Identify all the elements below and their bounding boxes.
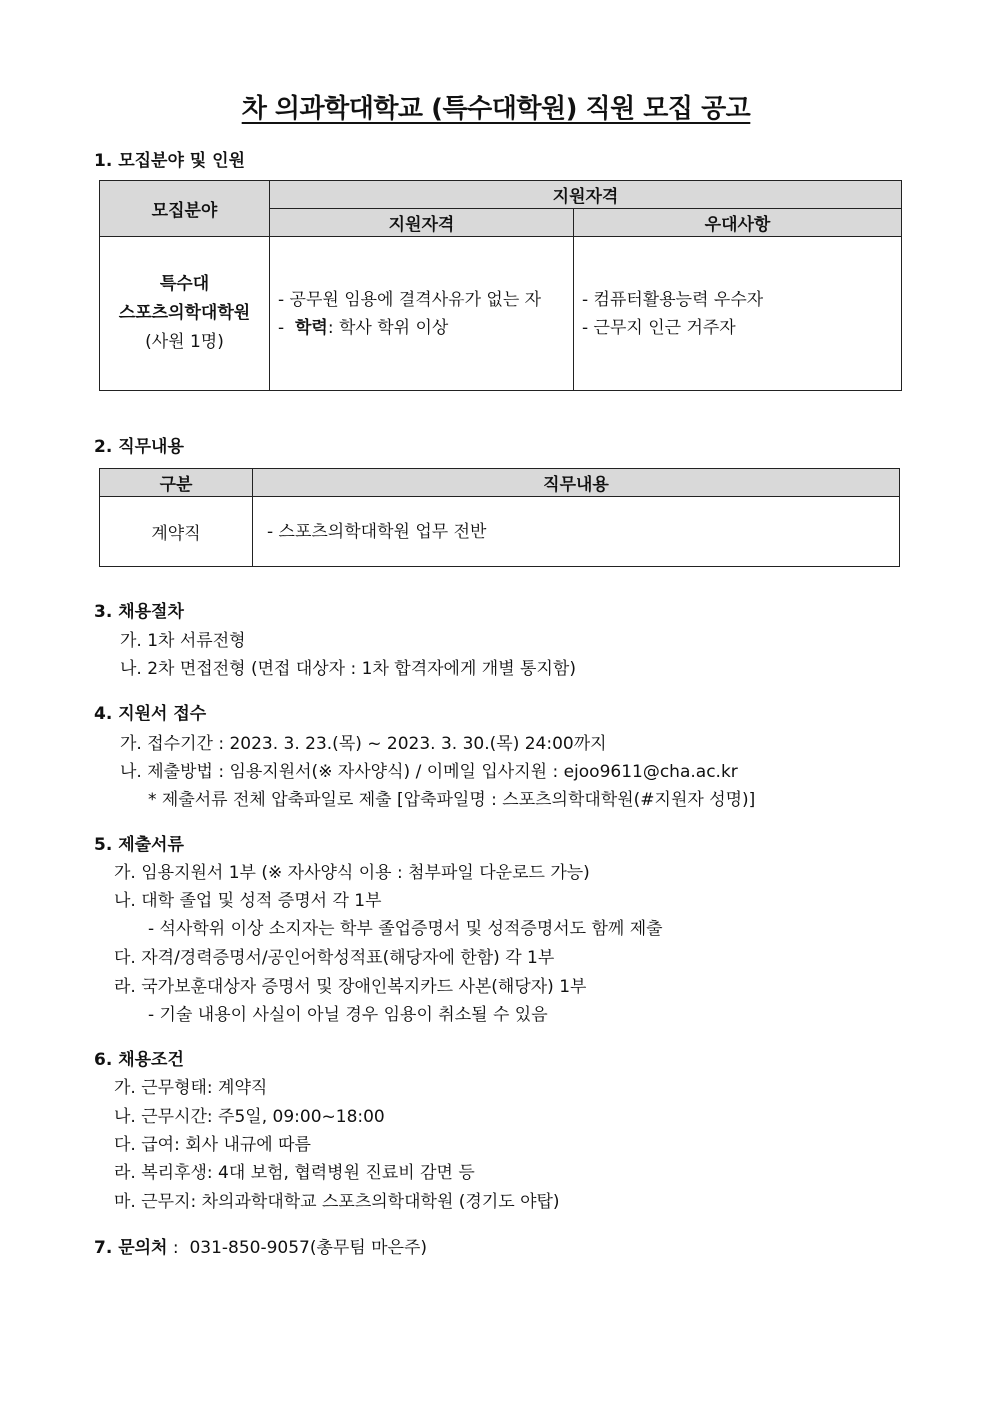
field-line-1: 특수대 xyxy=(159,274,210,294)
field-line-3: (사원 1명) xyxy=(145,332,224,352)
contact-label: 7. 문의처 xyxy=(94,1238,168,1258)
th-type: 구분 xyxy=(100,469,253,497)
document-item-2-note: - 석사학위 이상 소지자는 학부 졸업증명서 및 성적증명서도 함께 제출 xyxy=(148,919,663,939)
th-preference: 우대사항 xyxy=(574,209,902,237)
contact-line xyxy=(94,1233,427,1258)
procedure-item-1: 가. 1차 서류전형 xyxy=(120,631,246,651)
qual-line-2-bold: 학력 xyxy=(294,317,328,338)
section-3-heading: 3. 채용절차 xyxy=(94,602,184,622)
pref-line-1: - 컴퓨터활용능력 우수자 xyxy=(582,289,764,310)
section-2-heading: 2. 직무내용 xyxy=(94,437,184,457)
condition-item-2: 나. 근무시간: 주5일, 09:00~18:00 xyxy=(114,1107,385,1127)
document-item-4: 라. 국가보훈대상자 증명서 및 장애인복지카드 사본(해당자) 1부 xyxy=(114,977,587,997)
document-item-2: 나. 대학 졸업 및 성적 증명서 각 1부 xyxy=(114,891,382,911)
procedure-item-2: 나. 2차 면접전형 (면접 대상자 : 1차 합격자에게 개별 통지함) xyxy=(120,659,576,679)
section-1-heading: 1. 모집분야 및 인원 xyxy=(94,151,245,171)
document-item-1: 가. 임용지원서 1부 (※ 자사양식 이용 : 첨부파일 다운로드 가능) xyxy=(114,863,590,883)
qual-line-1: - 공무원 임용에 결격사유가 없는 자 xyxy=(278,289,542,310)
qualification-cell xyxy=(270,237,574,391)
section-5-heading: 5. 제출서류 xyxy=(94,835,184,855)
application-note: * 제출서류 전체 압축파일로 제출 [압축파일명 : 스포츠의학대학원(#지원자 성명)] xyxy=(148,790,756,810)
field-cell xyxy=(100,237,270,391)
preference-cell xyxy=(574,237,902,391)
page-title-text: 차 의과학대학교 (특수대학원) 직원 모집 공고 xyxy=(241,94,751,124)
document-item-4-note: - 기술 내용이 사실이 아닐 경우 임용이 취소될 수 있음 xyxy=(148,1005,548,1025)
th-field: 모집분야 xyxy=(100,181,270,237)
application-period: 가. 접수기간 : 2023. 3. 23.(목) ~ 2023. 3. 30.(목) 24:00까지 xyxy=(120,734,607,754)
duty-cell: - 스포츠의학대학원 업무 전반 xyxy=(253,497,900,567)
page-title xyxy=(0,88,992,125)
th-qualification: 지원자격 xyxy=(270,209,574,237)
qual-line-2-rest: : 학사 학위 이상 xyxy=(327,317,449,338)
condition-item-3: 다. 급여: 회사 내규에 따름 xyxy=(114,1135,311,1155)
duty-table xyxy=(99,468,900,567)
qual-line-2 xyxy=(278,314,573,342)
application-method: 나. 제출방법 : 임용지원서(※ 자사양식) / 이메일 입사지원 : ejoo9611@cha.ac.kr xyxy=(120,762,738,782)
contact-value: 031-850-9057(총무팀 마은주) xyxy=(189,1238,428,1258)
contact-separator: : xyxy=(167,1238,190,1258)
condition-item-1: 가. 근무형태: 계약직 xyxy=(114,1078,268,1098)
type-cell: 계약직 xyxy=(100,497,253,567)
section-6-heading: 6. 채용조건 xyxy=(94,1050,184,1070)
recruitment-table xyxy=(99,180,902,391)
qual-line-2-prefix: - xyxy=(278,317,295,338)
th-qualification-group: 지원자격 xyxy=(270,181,902,209)
pref-line-2: - 근무지 인근 거주자 xyxy=(582,317,736,338)
section-4-heading: 4. 지원서 접수 xyxy=(94,704,207,724)
condition-item-4: 라. 복리후생: 4대 보험, 협력병원 진료비 감면 등 xyxy=(114,1163,475,1183)
document-item-3: 다. 자격/경력증명서/공인어학성적표(해당자에 한함) 각 1부 xyxy=(114,948,555,968)
field-line-2: 스포츠의학대학원 xyxy=(118,303,251,323)
th-duty: 직무내용 xyxy=(253,469,900,497)
condition-item-5: 마. 근무지: 차의과학대학교 스포츠의학대학원 (경기도 야탑) xyxy=(114,1192,560,1212)
